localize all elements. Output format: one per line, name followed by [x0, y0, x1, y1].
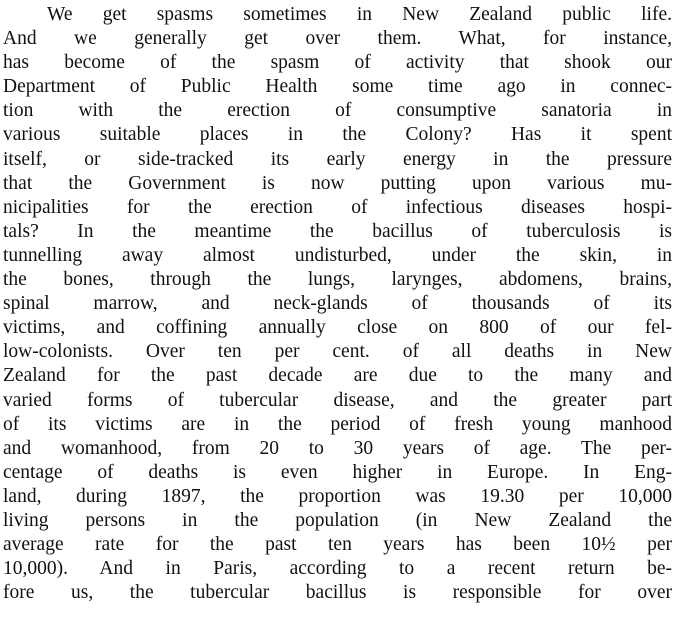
article-line: living persons in the population (in New Zealand the [3, 509, 672, 531]
article-line: We get spasms sometimes in New Zealand public life. [47, 4, 672, 25]
article-line: Department of Public Health some time ago in connec- [3, 76, 672, 98]
article-line: various suitable places in the Colony? Has it spent [3, 124, 672, 146]
article-line: average rate for the past ten years has been 10½ per [3, 534, 672, 556]
article-line: land, during 1897, the proportion was 19.30 per 10,000 [3, 485, 672, 507]
article-line: varied forms of tubercular disease, and the greater part [3, 389, 672, 411]
article-line: nicipalities for the erection of infectious diseases hospi- [3, 196, 672, 218]
article-line: And we generally get over them. What, for instance, [3, 28, 672, 50]
article-line: victims, and coffining annually close on 800 of our fel- [3, 317, 672, 339]
article-line: that the Government is now putting upon various mu- [3, 172, 672, 194]
article-line: low-colonists. Over ten per cent. of all deaths in New [3, 341, 672, 363]
article-line: spinal marrow, and neck-glands of thousands of its [3, 293, 672, 315]
article-line: Zealand for the past decade are due to the many and [3, 365, 672, 387]
article-line: tals? In the meantime the bacillus of tuberculosis is [3, 220, 672, 242]
article-text-column [3, 3, 672, 605]
article-line: the bones, through the lungs, larynges, abdomens, brains, [3, 269, 672, 291]
article-line: centage of deaths is even higher in Europe. In Eng- [3, 461, 672, 483]
article-line: fore us, the tubercular bacillus is responsible for over [3, 582, 672, 604]
article-line: of its victims are in the period of fresh young manhood [3, 413, 672, 435]
article-line: 10,000). And in Paris, according to a recent return be- [3, 558, 672, 580]
article-line: tunnelling away almost undisturbed, under the skin, in [3, 244, 672, 266]
article-line: tion with the erection of consumptive sanatoria in [3, 100, 672, 122]
article-line: itself, or side-tracked its early energy in the pressure [3, 148, 672, 170]
article-line: has become of the spasm of activity that shook our [3, 52, 672, 74]
article-line: and womanhood, from 20 to 30 years of age. The per- [3, 437, 672, 459]
